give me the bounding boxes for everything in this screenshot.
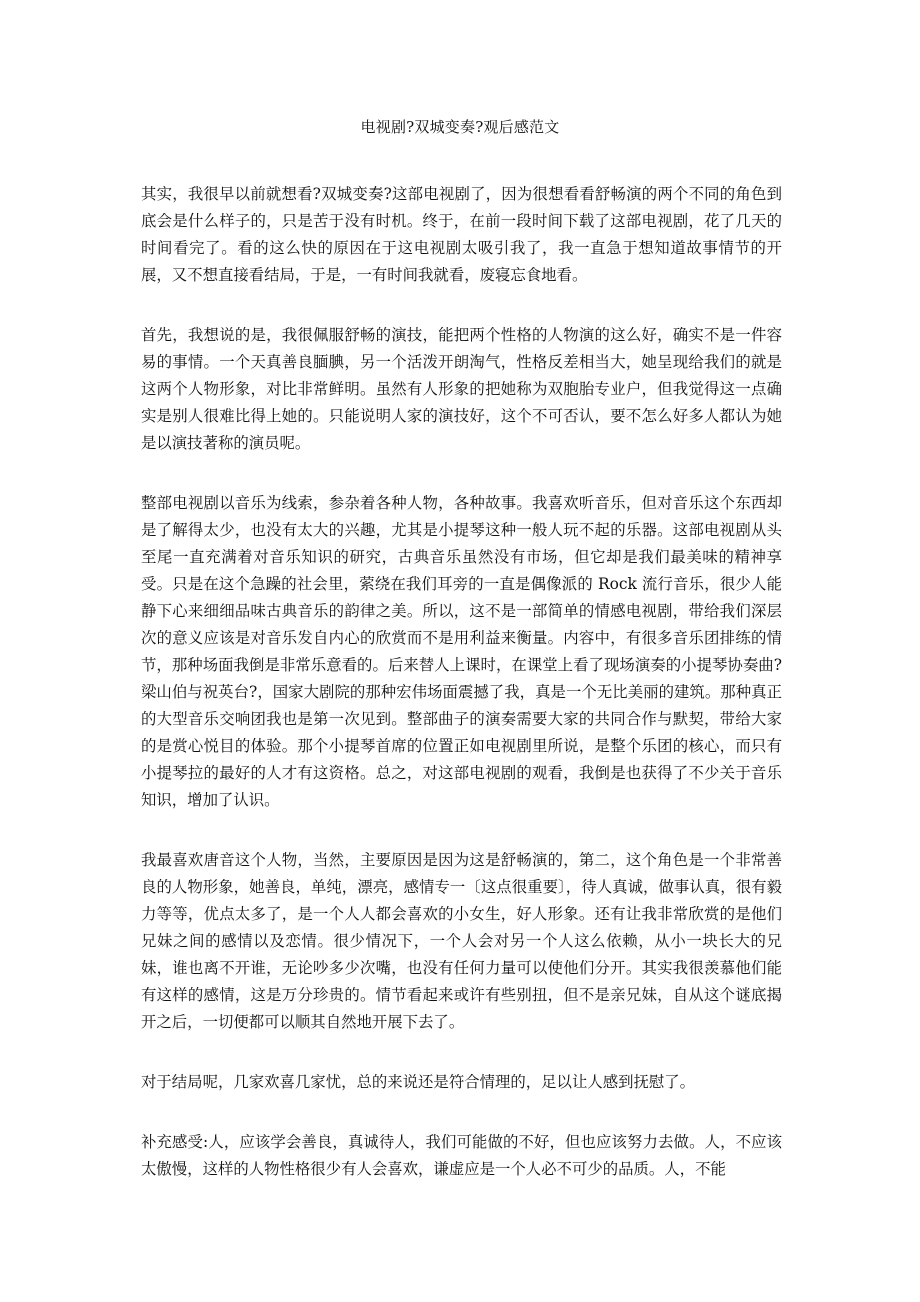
paragraph: 我最喜欢唐音这个人物，当然，主要原因是因为这是舒畅演的，第二，这个角色是一个非常善良的人物形象，她善良，单纯，漂亮，感情专一〔这点很重要〕，待人真诚，做事认真，很有毅力等等，优点太多了，是一个人人都会喜欢的小女生，好人形象。还有让我非常欣赏的是他们兄妹之间的感情以及恋情。很少情况下，一个人会对另一个人这么依赖，从小一块长大的兄妹，谁也离不开谁，无论吵多少次嘴，也没有任何力量可以使他们分开。其实我很羡慕他们能有这样的感情，这是万分珍贵的。情节看起来或许有些别扭，但不是亲兄妹，自从这个谜底揭开之后，一切便都可以顺其自然地开展下去了。 — [141, 851, 782, 1031]
page-title: 电视剧?双城变奏?观后感范文 — [360, 118, 560, 136]
paragraph: 补充感受:人，应该学会善良，真诚待人，我们可能做的不好，但也应该努力去做。人，不应该太傲慢，这样的人物性格很少有人会喜欢，谦虚应是一个人必不可少的品质。人，不能 — [141, 1133, 782, 1178]
paragraph: 其实，我很早以前就想看?双城变奏?这部电视剧了，因为很想看看舒畅演的两个不同的角色到底会是什么样子的，只是苦于没有时机。终于，在前一段时间下载了这部电视剧，花了几天的时间看完了。看的这么快的原因在于这电视剧太吸引我了，我一直急于想知道故事情节的开展，又不想直接看结局，于是，一有时间我就看，废寝忘食地看。 — [141, 185, 782, 284]
article-body — [141, 181, 782, 1216]
paragraph: 对于结局呢，几家欢喜几家忧，总的来说还是符合情理的，足以让人感到抚慰了。 — [141, 1073, 696, 1091]
paragraph: 首先，我想说的是，我很佩服舒畅的演技，能把两个性格的人物演的这么好，确实不是一件容易的事情。一个天真善良腼腆，另一个活泼开朗淘气，性格反差相当大，她呈现给我们的就是这两个人物形象，对比非常鲜明。虽然有人形象的把她称为双胞胎专业户，但我觉得这一点确实是别人很难比得上她的。只能说明人家的演技好，这个不可否认，要不怎么好多人都认为她是以演技著称的演员呢。 — [141, 326, 782, 452]
paragraph: 整部电视剧以音乐为线索，参杂着各种人物，各种故事。我喜欢听音乐，但对音乐这个东西却是了解得太少，也没有太大的兴趣，尤其是小提琴这种一般人玩不起的乐器。这部电视剧从头至尾一直充满着对音乐知识的研究，古典音乐虽然没有市场，但它却是我们最美味的精神享受。只是在这个急躁的社会里，萦绕在我们耳旁的一直是偶像派的 Rock 流行音乐，很少人能静下心来细细品味古典音乐的韵律之美。所以，这不是一部简单的情感电视剧，带给我们深层次的意义应该是对音乐发自内心的欣赏而不是用利益来衡量。内容中，有很多音乐团排练的情节，那种场面我倒是非常乐意看的。后来替人上课时，在课堂上看了现场演奏的小提琴协奏曲?梁山伯与祝英台?，国家大剧院的那种宏伟场面震撼了我，真是一个无比美丽的建筑。那种真正的大型音乐交响团我也是第一次见到。整部曲子的演奏需要大家的共同合作与默契，带给大家的是赏心悦目的体验。那个小提琴首席的位置正如电视剧里所说，是整个乐团的核心，而只有小提琴拉的最好的人才有这资格。总之，对这部电视剧的观看，我倒是也获得了不少关于音乐知识，增加了认识。 — [141, 494, 782, 809]
